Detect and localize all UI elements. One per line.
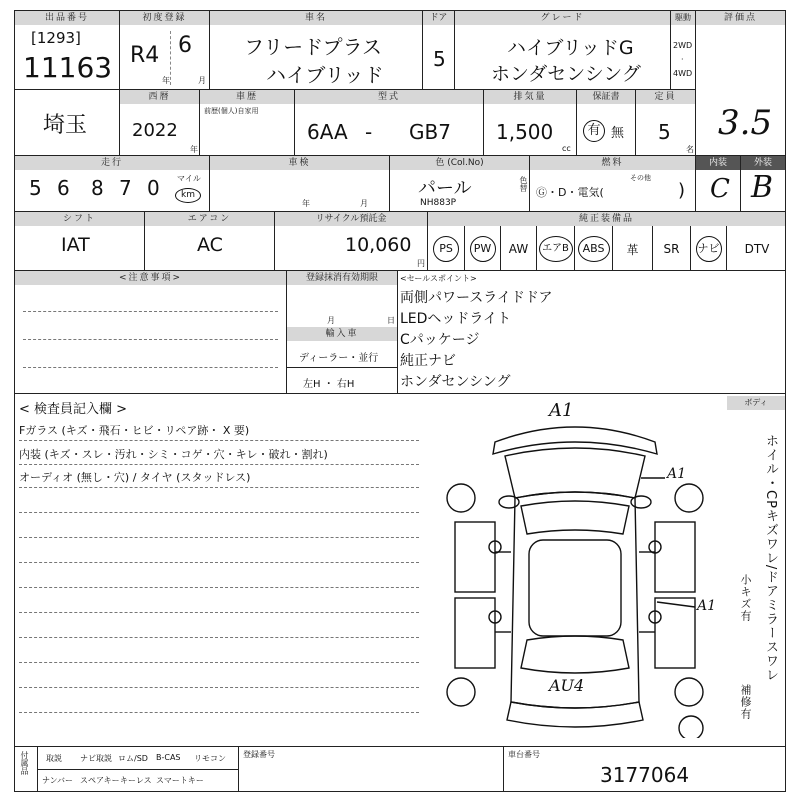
sales-label: <セールスポイント> xyxy=(400,274,477,283)
seats-unit: 名 xyxy=(686,145,694,154)
color-change: 色替 xyxy=(519,176,528,192)
lot-cell xyxy=(14,10,120,90)
car-name-line2: ハイブリッド xyxy=(266,63,384,87)
seats-cell xyxy=(635,89,696,156)
registration-month: 6 xyxy=(178,33,192,58)
color-label: 色 (Col.No) xyxy=(390,156,529,170)
interior-cell xyxy=(695,155,741,212)
year-cell xyxy=(119,89,200,156)
fuel-options: Ⓖ・D・電気( xyxy=(536,186,604,199)
fuel-close: ) xyxy=(678,180,686,201)
mileage-digit-0: 5 xyxy=(29,176,42,200)
car-name-cell xyxy=(209,10,423,90)
equip-leather: 革 xyxy=(612,226,652,271)
acc-smartkey: スマートキー xyxy=(156,776,204,785)
shift-label: シフト xyxy=(15,212,144,226)
acc-remote: リモコン xyxy=(194,754,226,763)
side-note-1: ホイル・CPキズワレ/ドアミラースワレ xyxy=(763,434,778,683)
import-divider xyxy=(287,367,397,368)
ac-label: エアコン xyxy=(145,212,274,226)
grade-cell xyxy=(454,10,671,90)
lot-label: 出品番号 xyxy=(15,11,119,25)
accessories-cell xyxy=(14,746,239,792)
registration-expiry-cell xyxy=(286,270,398,394)
equip-aw: AW xyxy=(500,226,536,271)
sales-point-3: 純正ナビ xyxy=(400,353,456,369)
reg-number-cell xyxy=(238,746,504,792)
side-note-3: 補修有 xyxy=(739,684,752,720)
model-dash: - xyxy=(365,120,373,144)
acc-keyless: キーレス xyxy=(120,776,152,785)
fuel-label: 燃料 xyxy=(530,156,695,170)
mile-unit: マイル xyxy=(177,174,201,183)
equip-navi: ナビ xyxy=(690,226,726,271)
equipment-row xyxy=(428,226,785,271)
region-value: 埼玉 xyxy=(43,113,88,138)
mileage-digit-2: 8 xyxy=(91,176,104,200)
year-mark: 年 xyxy=(162,76,170,85)
recycle-value: 10,060 xyxy=(345,234,412,256)
drive-4wd: 4WD xyxy=(673,69,693,78)
history-cell xyxy=(199,89,295,156)
lot-number: 11163 xyxy=(23,51,113,84)
mileage-digit-1: 6 xyxy=(57,176,70,200)
color-cell xyxy=(389,155,530,212)
drive-dot: · xyxy=(681,55,684,64)
mileage-label: 走行 xyxy=(15,156,209,170)
car-name-label: 車名 xyxy=(210,11,422,25)
accessories-grid xyxy=(37,747,238,791)
sales-point-2: Cパッケージ xyxy=(400,332,480,348)
sales-point-1: LEDヘッドライト xyxy=(400,311,512,327)
drive-label: 駆動 xyxy=(671,11,695,25)
acc-divider xyxy=(38,769,238,770)
inspector-line-2: オーディオ (無し・穴) / タイヤ (スタッドレス) xyxy=(19,471,251,484)
auction-sheet xyxy=(14,10,786,792)
chassis-value: 3177064 xyxy=(600,763,690,787)
km-unit: km xyxy=(175,188,201,203)
recycle-cell xyxy=(274,211,428,271)
model-cell xyxy=(294,89,484,156)
registration-era: R4 xyxy=(130,43,160,68)
displacement-label: 排気量 xyxy=(484,90,576,104)
sales-cell xyxy=(397,270,786,394)
import-label: 輸入車 xyxy=(287,327,397,341)
score-cell xyxy=(695,10,786,156)
mark-fender-right: A1 xyxy=(667,466,687,482)
month-mark: 月 xyxy=(198,76,206,85)
chassis-label: 車台番号 xyxy=(508,750,540,759)
equip-airbag: エアB xyxy=(536,226,574,271)
displacement-unit: cc xyxy=(562,144,571,153)
doors-cell xyxy=(422,10,455,90)
acc-bcas: B-CAS xyxy=(156,753,181,762)
year-value: 2022 xyxy=(132,120,178,141)
warranty-no: 無 xyxy=(611,126,625,141)
side-note-2: 小キズ有 xyxy=(739,574,752,622)
model-prefix: 6AA xyxy=(307,120,348,144)
fuel-other: その他 xyxy=(630,174,651,182)
history-sub: 前歴(個人)自家用 xyxy=(204,107,259,115)
caution-cell xyxy=(14,270,287,394)
grade-line1: ハイブリッドG xyxy=(507,37,634,59)
exterior-label: 外装 xyxy=(741,156,785,170)
warranty-yes: 有 xyxy=(583,120,605,142)
import-dealer: ディーラー・並行 xyxy=(299,353,379,364)
reg-number-label: 登録番号 xyxy=(243,750,275,759)
shift-value: IAT xyxy=(61,234,90,256)
doors-label: ドア xyxy=(423,11,454,25)
mark-rear: AU4 xyxy=(549,676,585,695)
seats-value: 5 xyxy=(658,120,671,144)
equip-dtv: DTV xyxy=(726,226,786,271)
expiry-month: 月 xyxy=(327,316,335,325)
acc-manual: 取説 xyxy=(46,754,62,763)
inspector-line-1: 内装 (キズ・スレ・汚れ・シミ・コゲ・穴・キレ・破れ・割れ) xyxy=(19,448,328,461)
displacement-value: 1,500 xyxy=(496,120,554,144)
chassis-cell xyxy=(503,746,786,792)
steering-options: 左H ・ 右H xyxy=(303,379,355,390)
grade-label: グレード xyxy=(455,11,670,25)
recycle-label: リサイクル預託金 xyxy=(275,212,427,226)
inspector-title: < 検査員記入欄 > xyxy=(19,402,128,417)
date-divider xyxy=(170,31,171,85)
car-name-line1: フリードプラス xyxy=(244,35,382,59)
mileage-cell xyxy=(14,155,210,212)
ac-cell xyxy=(144,211,275,271)
interior-label: 内装 xyxy=(696,156,740,170)
registration-cell xyxy=(119,10,210,90)
region-cell xyxy=(14,89,120,156)
warranty-label: 保証書 xyxy=(577,90,635,104)
mileage-digit-3: 7 xyxy=(119,176,132,200)
mark-door-right: A1 xyxy=(697,598,717,614)
mileage-digit-4: 0 xyxy=(147,176,160,200)
shift-cell xyxy=(14,211,145,271)
accessories-label: 付属品 xyxy=(20,751,29,775)
warranty-cell xyxy=(576,89,636,156)
color-code: NH883P xyxy=(420,198,457,208)
caution-label: <注意事項> xyxy=(15,271,286,285)
grade-line2: ホンダセンシング xyxy=(491,63,641,85)
score-value: 3.5 xyxy=(718,103,773,143)
lot-sub: [1293] xyxy=(31,29,81,47)
registration-label: 初度登録 xyxy=(120,11,209,25)
equipment-cell xyxy=(427,211,786,271)
acc-spare-key: スペアキー xyxy=(80,776,120,785)
color-name: パール xyxy=(418,178,472,199)
displacement-cell xyxy=(483,89,577,156)
inspection-year: 年 xyxy=(302,199,310,208)
drive-2wd: 2WD xyxy=(673,41,693,50)
inspection-cell xyxy=(209,155,390,212)
year-unit: 年 xyxy=(190,145,198,154)
sales-point-4: ホンダセンシング xyxy=(400,374,511,390)
model-label: 型式 xyxy=(295,90,483,104)
acc-rom: ロム/SD xyxy=(118,754,148,763)
side-notes-header: ボディ xyxy=(727,396,785,410)
acc-navi-manual: ナビ取説 xyxy=(80,754,112,763)
expiry-label: 登録抹消有効期限 xyxy=(287,271,397,285)
score-label: 評価点 xyxy=(696,11,785,25)
expiry-day: 日 xyxy=(387,316,395,325)
drive-cell xyxy=(670,10,696,90)
inspector-cell xyxy=(14,393,786,747)
ac-value: AC xyxy=(197,234,223,256)
exterior-cell xyxy=(740,155,786,212)
doors-value: 5 xyxy=(433,47,446,71)
history-label: 車歴 xyxy=(200,90,294,104)
inspector-line-0: Fガラス (キズ・飛石・ヒビ・リペア跡・ X 要) xyxy=(19,424,250,437)
exterior-score: B xyxy=(751,170,774,205)
equip-ps: PS xyxy=(428,226,464,271)
fuel-cell xyxy=(529,155,696,212)
interior-score: C xyxy=(710,174,730,204)
recycle-unit: 円 xyxy=(417,259,425,268)
inspection-label: 車検 xyxy=(210,156,389,170)
mark-bumper-front: A1 xyxy=(549,400,574,421)
equipment-label: 純正装備品 xyxy=(428,212,785,226)
equip-pw: PW xyxy=(464,226,500,271)
sales-point-0: 両側パワースライドドア xyxy=(400,290,553,306)
equip-sr: SR xyxy=(652,226,690,271)
year-label: 西暦 xyxy=(120,90,199,104)
inspection-month: 月 xyxy=(360,199,368,208)
equip-abs: ABS xyxy=(574,226,612,271)
model-code: GB7 xyxy=(409,120,451,144)
seats-label: 定員 xyxy=(636,90,695,104)
acc-number: ナンバー xyxy=(42,776,74,785)
